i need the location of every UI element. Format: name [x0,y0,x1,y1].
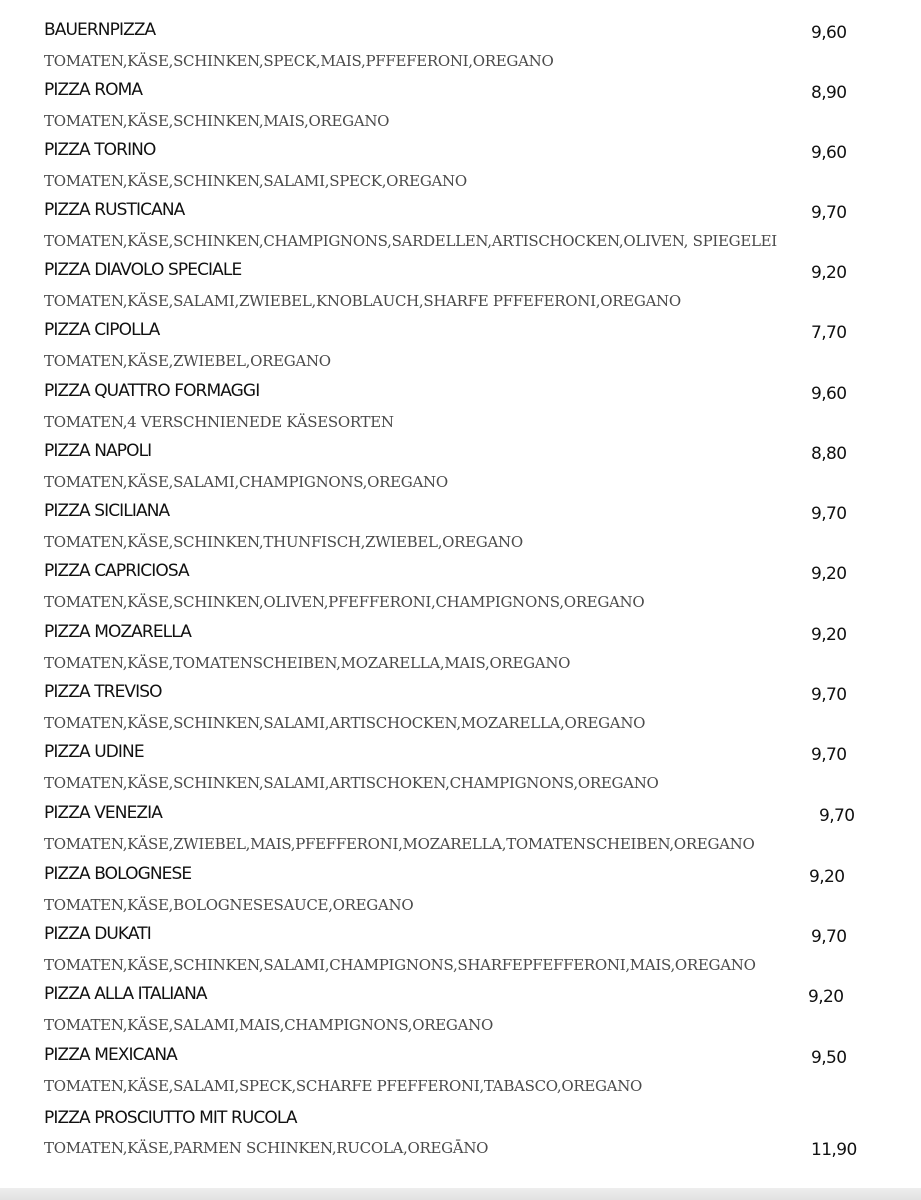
menu-item-pizza-napoli [0,441,921,501]
item-price: 8,80 [811,444,847,464]
menu-item-pizza-alla-italiana [0,984,921,1044]
item-description: TOMATEN,KÄSE,SCHINKEN,SALAMI,ARTISCHOKEN,CHAMPIGNONS,OREGANO [44,774,659,792]
item-name: PIZZA TREVISO [44,682,162,702]
page-bottom-edge [0,1188,921,1200]
item-description: TOMATEN,KÄSE,SCHINKEN,CHAMPIGNONS,SARDELLEN,ARTISCHOCKEN,OLIVEN, SPIEGELEI [44,232,777,250]
item-price: 9,20 [811,625,847,645]
menu-item-pizza-rusticana [0,200,921,260]
item-description: TOMATEN,KÄSE,SCHINKEN,SPECK,MAIS,PFFEFERONI,OREGANO [44,52,554,70]
item-price: 11,90 [811,1140,857,1160]
item-price: 9,20 [808,987,844,1007]
item-price: 9,60 [811,384,847,404]
item-name: PIZZA DIAVOLO SPECIALE [44,260,242,280]
menu-item-pizza-bolognese [0,864,921,924]
menu-item-pizza-treviso [0,682,921,742]
item-name: BAUERNPIZZA [44,20,156,40]
item-name: PIZZA TORINO [44,140,156,160]
menu-item-pizza-venezia [0,803,921,863]
item-description: TOMATEN,KÄSE,BOLOGNESESAUCE,OREGANO [44,896,414,914]
item-price: 9,70 [811,203,847,223]
item-name: PIZZA MEXICANA [44,1045,177,1065]
menu-item-pizza-prosciutto-mit-rucola [0,1108,921,1168]
item-price: 9,60 [811,23,847,43]
item-price: 9,20 [811,564,847,584]
item-description: TOMATEN,KÄSE,SALAMI,CHAMPIGNONS,OREGANO [44,473,448,491]
menu-item-pizza-mozarella [0,622,921,682]
menu-item-pizza-udine [0,742,921,802]
item-name: PIZZA UDINE [44,742,144,762]
menu-item-pizza-roma [0,80,921,140]
item-name: PIZZA ROMA [44,80,143,100]
item-description: TOMATEN,KÄSE,SCHINKEN,OLIVEN,PFEFFERONI,CHAMPIGNONS,OREGANO [44,593,645,611]
item-price: 9,20 [809,867,845,887]
item-description: TOMATEN,KÄSE,SCHINKEN,MAIS,OREGANO [44,112,390,130]
item-name: PIZZA NAPOLI [44,441,152,461]
item-price: 9,70 [819,806,855,826]
item-name: PIZZA CAPRICIOSA [44,561,189,581]
item-name: PIZZA BOLOGNESE [44,864,192,884]
item-price: 8,90 [811,83,847,103]
item-name: PIZZA PROSCIUTTO MIT RUCOLA [44,1108,297,1128]
item-name: PIZZA RUSTICANA [44,200,185,220]
menu-item-pizza-torino [0,140,921,200]
item-price: 9,50 [811,1048,847,1068]
menu-item-pizza-siciliana [0,501,921,561]
menu-item-pizza-diavolo-speciale [0,260,921,320]
item-price: 9,60 [811,143,847,163]
item-name: PIZZA CIPOLLA [44,320,160,340]
item-name: PIZZA MOZARELLA [44,622,191,642]
item-price: 9,70 [811,745,847,765]
item-description: TOMATEN,KÄSE,TOMATENSCHEIBEN,MOZARELLA,MAIS,OREGANO [44,654,571,672]
item-description: TOMATEN,KÄSE,ZWIEBEL,MAIS,PFEFFERONI,MOZARELLA,TOMATENSCHEIBEN,OREGANO [44,835,755,853]
item-description: TOMATEN,KÄSE,SALAMI,ZWIEBEL,KNOBLAUCH,SHARFE PFFEFERONI,OREGANO [44,292,681,310]
item-name: PIZZA QUATTRO FORMAGGI [44,381,260,401]
item-price: 9,70 [811,685,847,705]
item-description: TOMATEN,4 VERSCHNIENEDE KÄSESORTEN [44,413,394,431]
menu-item-pizza-dukati [0,924,921,984]
item-name: PIZZA DUKATI [44,924,151,944]
item-description: TOMATEN,KÄSE,SCHINKEN,THUNFISCH,ZWIEBEL,OREGANO [44,533,523,551]
menu-item-pizza-mexicana [0,1045,921,1105]
item-price: 9,70 [811,504,847,524]
item-description: TOMATEN,KÄSE,SCHINKEN,SALAMI,SPECK,OREGANO [44,172,467,190]
item-name: PIZZA VENEZIA [44,803,163,823]
item-price: 9,20 [811,263,847,283]
item-price: 7,70 [811,323,847,343]
item-description: TOMATEN,KÄSE,SALAMI,SPECK,SCHARFE PFEFFERONI,TABASCO,OREGANO [44,1077,643,1095]
item-price: 9,70 [811,927,847,947]
menu-item-pizza-capriciosa [0,561,921,621]
item-description: TOMATEN,KÄSE,PARMEN SCHINKEN,RUCOLA,OREGĀNO [44,1139,489,1157]
menu-item-pizza-cipolla [0,320,921,380]
item-description: TOMATEN,KÄSE,ZWIEBEL,OREGANO [44,352,331,370]
menu-item-bauernpizza [0,20,921,80]
item-description: TOMATEN,KÄSE,SCHINKEN,SALAMI,ARTISCHOCKEN,MOZARELLA,OREGANO [44,714,646,732]
menu-item-pizza-quattro-formaggi [0,381,921,441]
item-description: TOMATEN,KÄSE,SALAMI,MAIS,CHAMPIGNONS,OREGANO [44,1016,493,1034]
item-description: TOMATEN,KÄSE,SCHINKEN,SALAMI,CHAMPIGNONS,SHARFEPFEFFERONI,MAIS,OREGANO [44,956,756,974]
item-name: PIZZA ALLA ITALIANA [44,984,207,1004]
item-name: PIZZA SICILIANA [44,501,170,521]
